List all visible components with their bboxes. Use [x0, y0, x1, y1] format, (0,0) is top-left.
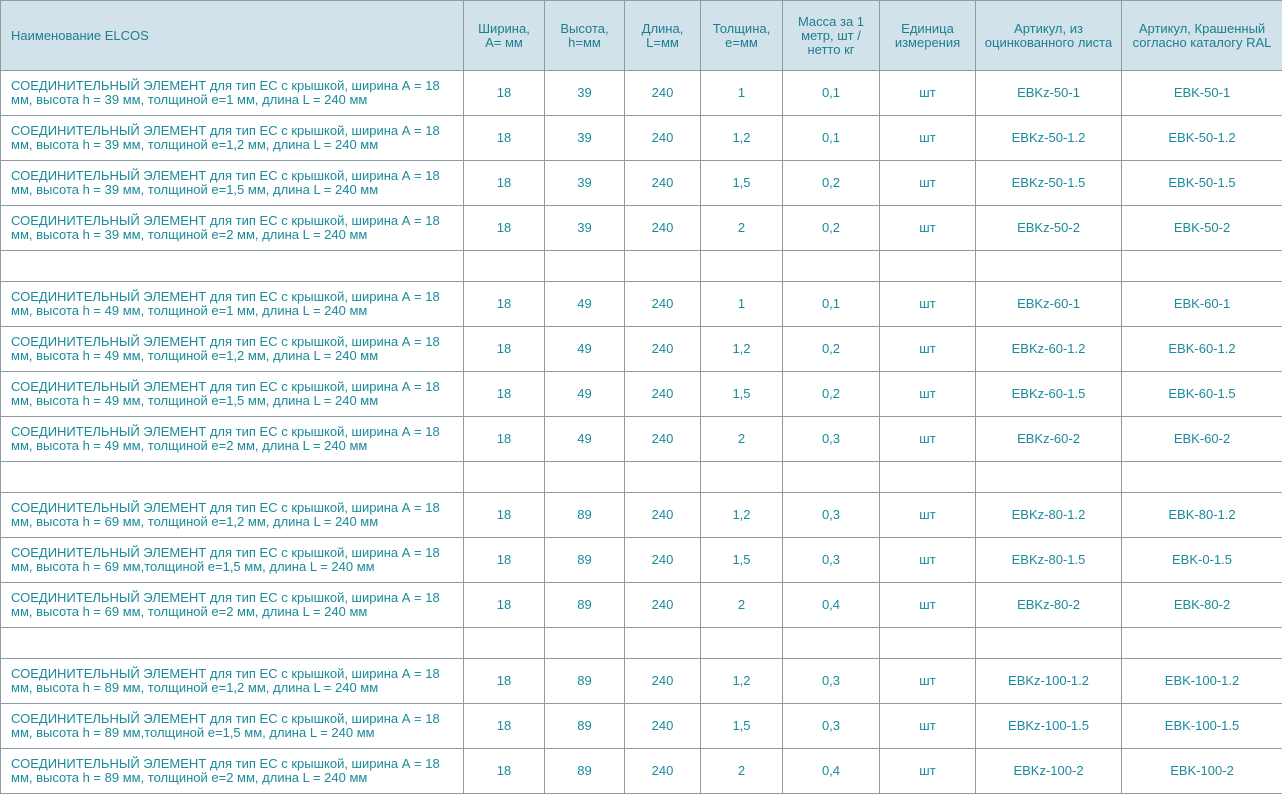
thickness-cell: 2 [701, 206, 783, 251]
thickness-cell: 1,5 [701, 372, 783, 417]
empty-cell [464, 251, 545, 282]
code-ral-cell: EBK-100-1.5 [1122, 704, 1282, 749]
length-cell: 240 [625, 161, 701, 206]
unit-cell: шт [880, 417, 976, 462]
height-cell: 49 [545, 327, 625, 372]
unit-cell: шт [880, 538, 976, 583]
width-cell: 18 [464, 206, 545, 251]
length-cell: 240 [625, 282, 701, 327]
unit-cell: шт [880, 206, 976, 251]
width-cell: 18 [464, 71, 545, 116]
empty-cell [783, 251, 880, 282]
code-galvanized-cell: EBKz-60-1.5 [976, 372, 1122, 417]
product-name-cell: СОЕДИНИТЕЛЬНЫЙ ЭЛЕМЕНТ для тип ЕС с крышкой, ширина А = 18 мм, высота h = 39 мм, толщиной e=1,5 мм, длина L = 240 мм [1, 161, 464, 206]
mass-cell: 0,1 [783, 116, 880, 161]
height-cell: 49 [545, 282, 625, 327]
thickness-cell: 1,5 [701, 538, 783, 583]
table-row [1, 116, 1282, 161]
code-ral-cell: EBK-0-1.5 [1122, 538, 1282, 583]
width-cell: 18 [464, 327, 545, 372]
mass-cell: 0,1 [783, 282, 880, 327]
code-galvanized-cell: EBKz-100-1.5 [976, 704, 1122, 749]
length-cell: 240 [625, 493, 701, 538]
code-galvanized-cell: EBKz-50-1.2 [976, 116, 1122, 161]
thickness-cell: 1,2 [701, 493, 783, 538]
mass-cell: 0,2 [783, 206, 880, 251]
empty-cell [464, 462, 545, 493]
code-galvanized-cell: EBKz-50-1 [976, 71, 1122, 116]
code-ral-cell: EBK-50-1 [1122, 71, 1282, 116]
code-ral-cell: EBK-80-2 [1122, 583, 1282, 628]
empty-cell [783, 628, 880, 659]
mass-cell: 0,3 [783, 493, 880, 538]
table-row [1, 282, 1282, 327]
spacer-row [1, 462, 1282, 493]
header-name: Наименование ELCOS [1, 1, 464, 71]
header-unit: Единица измерения [880, 1, 976, 71]
table-row [1, 372, 1282, 417]
length-cell: 240 [625, 372, 701, 417]
code-galvanized-cell: EBKz-60-2 [976, 417, 1122, 462]
empty-cell [545, 462, 625, 493]
length-cell: 240 [625, 583, 701, 628]
product-name-cell: СОЕДИНИТЕЛЬНЫЙ ЭЛЕМЕНТ для тип ЕС с крышкой, ширина А = 18 мм, высота h = 39 мм, толщиной e=2 мм, длина L = 240 мм [1, 206, 464, 251]
empty-cell [464, 628, 545, 659]
product-name-cell: СОЕДИНИТЕЛЬНЫЙ ЭЛЕМЕНТ для тип ЕС с крышкой, ширина А = 18 мм, высота h = 89 мм, толщиной e=2 мм, длина L = 240 мм [1, 749, 464, 794]
header-mass: Масса за 1 метр, шт / нетто кг [783, 1, 880, 71]
table-row [1, 704, 1282, 749]
width-cell: 18 [464, 659, 545, 704]
height-cell: 39 [545, 161, 625, 206]
mass-cell: 0,4 [783, 749, 880, 794]
empty-cell [625, 462, 701, 493]
height-cell: 89 [545, 749, 625, 794]
code-galvanized-cell: EBKz-60-1.2 [976, 327, 1122, 372]
empty-cell [880, 251, 976, 282]
empty-cell [701, 251, 783, 282]
unit-cell: шт [880, 659, 976, 704]
product-name-cell: СОЕДИНИТЕЛЬНЫЙ ЭЛЕМЕНТ для тип ЕС с крышкой, ширина А = 18 мм, высота h = 49 мм, толщиной e=2 мм, длина L = 240 мм [1, 417, 464, 462]
width-cell: 18 [464, 704, 545, 749]
header-height: Высота, h=мм [545, 1, 625, 71]
width-cell: 18 [464, 538, 545, 583]
header-width: Ширина, A= мм [464, 1, 545, 71]
table-row [1, 749, 1282, 794]
height-cell: 89 [545, 538, 625, 583]
width-cell: 18 [464, 116, 545, 161]
height-cell: 49 [545, 417, 625, 462]
empty-cell [1, 251, 464, 282]
code-galvanized-cell: EBKz-50-2 [976, 206, 1122, 251]
width-cell: 18 [464, 749, 545, 794]
table-row [1, 493, 1282, 538]
thickness-cell: 1 [701, 282, 783, 327]
mass-cell: 0,4 [783, 583, 880, 628]
empty-cell [1, 628, 464, 659]
empty-cell [976, 251, 1122, 282]
height-cell: 89 [545, 493, 625, 538]
mass-cell: 0,3 [783, 538, 880, 583]
empty-cell [783, 462, 880, 493]
code-galvanized-cell: EBKz-100-2 [976, 749, 1122, 794]
empty-cell [976, 462, 1122, 493]
table-row [1, 161, 1282, 206]
table-row [1, 538, 1282, 583]
code-galvanized-cell: EBKz-60-1 [976, 282, 1122, 327]
thickness-cell: 1,2 [701, 116, 783, 161]
header-code-galvanized: Артикул, из оцинкованного листа [976, 1, 1122, 71]
unit-cell: шт [880, 749, 976, 794]
length-cell: 240 [625, 116, 701, 161]
height-cell: 89 [545, 704, 625, 749]
empty-cell [1122, 628, 1282, 659]
unit-cell: шт [880, 71, 976, 116]
table-row [1, 659, 1282, 704]
length-cell: 240 [625, 704, 701, 749]
width-cell: 18 [464, 583, 545, 628]
empty-cell [976, 628, 1122, 659]
table-row [1, 327, 1282, 372]
header-length: Длина, L=мм [625, 1, 701, 71]
width-cell: 18 [464, 372, 545, 417]
product-name-cell: СОЕДИНИТЕЛЬНЫЙ ЭЛЕМЕНТ для тип ЕС с крышкой, ширина А = 18 мм, высота h = 49 мм, толщиной e=1,2 мм, длина L = 240 мм [1, 327, 464, 372]
unit-cell: шт [880, 327, 976, 372]
product-name-cell: СОЕДИНИТЕЛЬНЫЙ ЭЛЕМЕНТ для тип ЕС с крышкой, ширина А = 18 мм, высота h = 69 мм, толщиной e=2 мм, длина L = 240 мм [1, 583, 464, 628]
width-cell: 18 [464, 161, 545, 206]
table-row [1, 206, 1282, 251]
code-ral-cell: EBK-60-1 [1122, 282, 1282, 327]
code-ral-cell: EBK-100-1.2 [1122, 659, 1282, 704]
product-name-cell: СОЕДИНИТЕЛЬНЫЙ ЭЛЕМЕНТ для тип ЕС с крышкой, ширина А = 18 мм, высота h = 39 мм, толщиной e=1,2 мм, длина L = 240 мм [1, 116, 464, 161]
code-ral-cell: EBK-50-2 [1122, 206, 1282, 251]
mass-cell: 0,2 [783, 327, 880, 372]
unit-cell: шт [880, 372, 976, 417]
product-name-cell: СОЕДИНИТЕЛЬНЫЙ ЭЛЕМЕНТ для тип ЕС с крышкой, ширина А = 18 мм, высота h = 49 мм, толщиной e=1,5 мм, длина L = 240 мм [1, 372, 464, 417]
code-ral-cell: EBK-60-1.5 [1122, 372, 1282, 417]
unit-cell: шт [880, 161, 976, 206]
mass-cell: 0,1 [783, 71, 880, 116]
empty-cell [1122, 251, 1282, 282]
empty-cell [625, 251, 701, 282]
table-row [1, 417, 1282, 462]
table-row [1, 583, 1282, 628]
product-name-cell: СОЕДИНИТЕЛЬНЫЙ ЭЛЕМЕНТ для тип ЕС с крышкой, ширина А = 18 мм, высота h = 39 мм, толщиной e=1 мм, длина L = 240 мм [1, 71, 464, 116]
thickness-cell: 1,2 [701, 327, 783, 372]
code-galvanized-cell: EBKz-80-1.2 [976, 493, 1122, 538]
length-cell: 240 [625, 538, 701, 583]
code-ral-cell: EBK-50-1.2 [1122, 116, 1282, 161]
table-row [1, 71, 1282, 116]
table-body [1, 71, 1282, 794]
code-galvanized-cell: EBKz-100-1.2 [976, 659, 1122, 704]
empty-cell [545, 251, 625, 282]
product-name-cell: СОЕДИНИТЕЛЬНЫЙ ЭЛЕМЕНТ для тип ЕС с крышкой, ширина А = 18 мм, высота h = 69 мм,толщиной e=1,5 мм, длина L = 240 мм [1, 538, 464, 583]
product-name-cell: СОЕДИНИТЕЛЬНЫЙ ЭЛЕМЕНТ для тип ЕС с крышкой, ширина А = 18 мм, высота h = 69 мм, толщиной e=1,2 мм, длина L = 240 мм [1, 493, 464, 538]
mass-cell: 0,3 [783, 704, 880, 749]
empty-cell [880, 462, 976, 493]
height-cell: 39 [545, 116, 625, 161]
code-ral-cell: EBK-60-2 [1122, 417, 1282, 462]
height-cell: 39 [545, 206, 625, 251]
width-cell: 18 [464, 417, 545, 462]
empty-cell [1122, 462, 1282, 493]
unit-cell: шт [880, 704, 976, 749]
height-cell: 49 [545, 372, 625, 417]
thickness-cell: 1,5 [701, 161, 783, 206]
spacer-row [1, 628, 1282, 659]
mass-cell: 0,2 [783, 161, 880, 206]
header-thickness: Толщина, e=мм [701, 1, 783, 71]
thickness-cell: 2 [701, 749, 783, 794]
empty-cell [545, 628, 625, 659]
code-galvanized-cell: EBKz-80-1.5 [976, 538, 1122, 583]
thickness-cell: 1,2 [701, 659, 783, 704]
height-cell: 39 [545, 71, 625, 116]
mass-cell: 0,2 [783, 372, 880, 417]
code-ral-cell: EBK-100-2 [1122, 749, 1282, 794]
width-cell: 18 [464, 493, 545, 538]
height-cell: 89 [545, 583, 625, 628]
product-name-cell: СОЕДИНИТЕЛЬНЫЙ ЭЛЕМЕНТ для тип ЕС с крышкой, ширина А = 18 мм, высота h = 89 мм, толщиной e=1,2 мм, длина L = 240 мм [1, 659, 464, 704]
length-cell: 240 [625, 71, 701, 116]
unit-cell: шт [880, 116, 976, 161]
code-galvanized-cell: EBKz-50-1.5 [976, 161, 1122, 206]
height-cell: 89 [545, 659, 625, 704]
length-cell: 240 [625, 659, 701, 704]
thickness-cell: 1 [701, 71, 783, 116]
unit-cell: шт [880, 583, 976, 628]
spacer-row [1, 251, 1282, 282]
length-cell: 240 [625, 327, 701, 372]
header-code-ral: Артикул, Крашенный согласно каталогу RAL [1122, 1, 1282, 71]
code-ral-cell: EBK-80-1.2 [1122, 493, 1282, 538]
code-galvanized-cell: EBKz-80-2 [976, 583, 1122, 628]
thickness-cell: 1,5 [701, 704, 783, 749]
length-cell: 240 [625, 417, 701, 462]
empty-cell [701, 628, 783, 659]
unit-cell: шт [880, 282, 976, 327]
empty-cell [880, 628, 976, 659]
product-name-cell: СОЕДИНИТЕЛЬНЫЙ ЭЛЕМЕНТ для тип ЕС с крышкой, ширина А = 18 мм, высота h = 49 мм, толщиной e=1 мм, длина L = 240 мм [1, 282, 464, 327]
empty-cell [625, 628, 701, 659]
empty-cell [701, 462, 783, 493]
header-row [1, 1, 1282, 71]
mass-cell: 0,3 [783, 659, 880, 704]
thickness-cell: 2 [701, 583, 783, 628]
length-cell: 240 [625, 206, 701, 251]
empty-cell [1, 462, 464, 493]
length-cell: 240 [625, 749, 701, 794]
thickness-cell: 2 [701, 417, 783, 462]
mass-cell: 0,3 [783, 417, 880, 462]
code-ral-cell: EBK-50-1.5 [1122, 161, 1282, 206]
width-cell: 18 [464, 282, 545, 327]
unit-cell: шт [880, 493, 976, 538]
product-name-cell: СОЕДИНИТЕЛЬНЫЙ ЭЛЕМЕНТ для тип ЕС с крышкой, ширина А = 18 мм, высота h = 89 мм,толщиной e=1,5 мм, длина L = 240 мм [1, 704, 464, 749]
code-ral-cell: EBK-60-1.2 [1122, 327, 1282, 372]
